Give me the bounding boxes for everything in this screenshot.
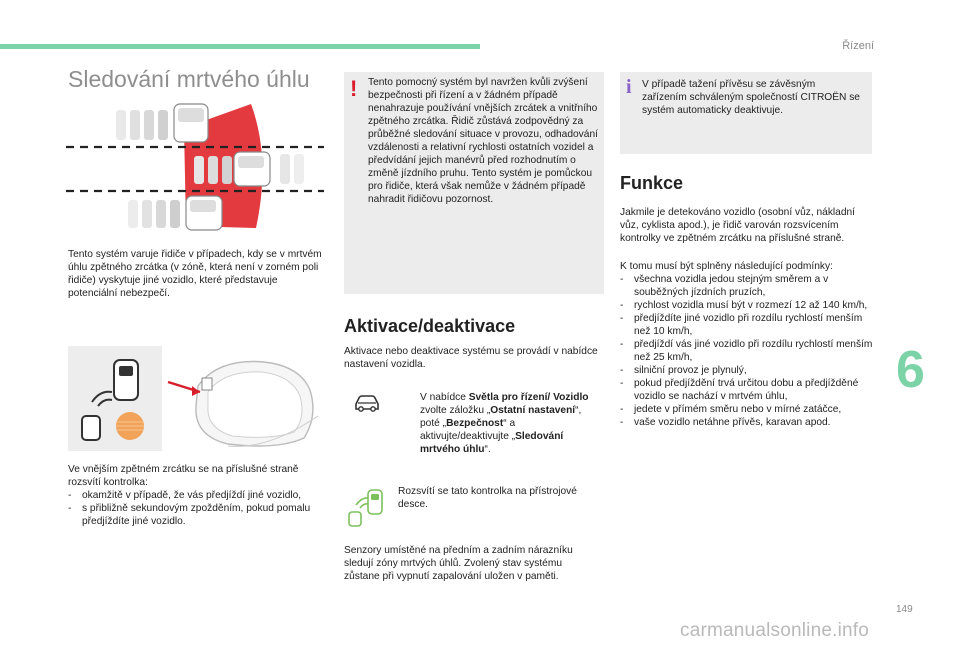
warning-box — [344, 72, 604, 294]
list-item: - pokud předjíždění trvá určitou dobu a předjížděné vozidlo se nachází v mrtvém úhlu, — [620, 377, 876, 403]
list-item: - silniční provoz je plynulý, — [620, 364, 876, 377]
list-item: - všechna vozidla jedou stejným směrem a v souběžných jízdních pruzích, — [620, 273, 876, 299]
mirror-illustration — [68, 346, 328, 451]
info-box — [620, 72, 872, 154]
list-item: - s přibližně sekundovým zpožděním, pokud pomalu předjíždíte jiné vozidlo. — [68, 502, 326, 528]
activation-step: V nabídce Světla pro řízení/ Vozidlo zvolte záložku „Ostatní nastavení“, poté „Bezpečnost“ a aktivujte/deaktivujte „Sledování mrtvého úhlu“. — [420, 392, 589, 455]
page-number: 149 — [896, 604, 913, 615]
functions-heading: Funkce — [620, 173, 684, 193]
warning-icon: ! — [350, 76, 358, 101]
list-item: - vaše vozidlo netáhne přívěs, karavan apod. — [620, 416, 876, 429]
conditions-list — [620, 273, 876, 429]
list-item: - rychlost vozidla musí být v rozmezí 12 až 140 km/h, — [620, 299, 876, 312]
list-item: - jedete v přímém směru nebo v mírné zatáčce, — [620, 403, 876, 416]
blind-spot-lamp-icon — [346, 488, 386, 528]
car-middle-icon — [194, 152, 304, 186]
intro-paragraph: Tento systém varuje řidiče v případech, kdy se v mrtvém úhlu zpětného zrcátka (v zóně, která není v zorném poli řidiče) vyskytuje jiné vozidlo, které představuje potenciální nebezpečí. — [68, 249, 322, 299]
activation-heading: Aktivace/deaktivace — [344, 316, 516, 336]
list-item: - okamžitě v případě, že vás předjíždí jiné vozidlo, — [68, 489, 326, 502]
warning-text: Tento pomocný systém byl navržen kvůli zvýšení bezpečnosti při řízení a v žádném případě nenahrazuje používání vnějších zrcátek a vnitřního zpětného zrcátka. Řidič zůstává zodpovědný za průběžné sledování situace v provozu, odhadování vzdálenosti a relativní rychlosti ostatních vozidel a předvídání jejich manévrů před rozhodnutím o změně jízdního pruhu. Tento systém je pomůckou pro řidiče, která však nemůže v žádném případě nahradit řidičovu pozornost. — [368, 77, 598, 205]
activation-intro: Aktivace nebo deaktivace systému se provádí v nabídce nastavení vozidla. — [344, 346, 598, 370]
mirror-intro: Ve vnějším zpětném zrcátku se na příslušné straně rozsvítí kontrolka: — [68, 464, 299, 488]
list-item: - předjíždíte jiné vozidlo při rozdílu rychlostí menším než 10 km/h, — [620, 312, 876, 338]
conditions-intro: K tomu musí být splněny následující podmínky: — [620, 261, 833, 272]
section-label: Řízení — [842, 40, 874, 52]
car-bottom-icon — [128, 196, 222, 230]
lamp-text: Rozsvítí se tato kontrolka na přístrojové desce. — [398, 486, 577, 510]
info-text: V případě tažení přívěsu se závěsným zařízením schváleným společností CITROËN se systém automaticky deaktivuje. — [642, 79, 860, 116]
chapter-number: 6 — [896, 341, 925, 399]
header-accent-bar — [0, 44, 480, 49]
blind-spot-illustration — [66, 98, 326, 238]
info-icon: i — [626, 76, 632, 98]
car-top-icon — [116, 104, 208, 142]
functions-intro: Jakmile je detekováno vozidlo (osobní vůz, nákladní vůz, cyklista apod.), je řidič varován rozsvícením kontrolky ve zpětném zrcátku na příslušné straně. — [620, 207, 856, 244]
sensors-text: Senzory umístěné na předním a zadním nárazníku sledují zóny mrtvých úhlů. Zvolený stav systému zůstane při vypnutí zapalování uložen v paměti. — [344, 545, 573, 582]
mirror-list — [68, 489, 326, 528]
page-title: Sledování mrtvého úhlu — [68, 66, 310, 92]
list-item: - předjíždí vás jiné vozidlo při rozdílu rychlostí menším než 25 km/h, — [620, 338, 876, 364]
watermark: carmanualsonline.info — [680, 620, 870, 641]
car-settings-icon — [352, 394, 382, 414]
